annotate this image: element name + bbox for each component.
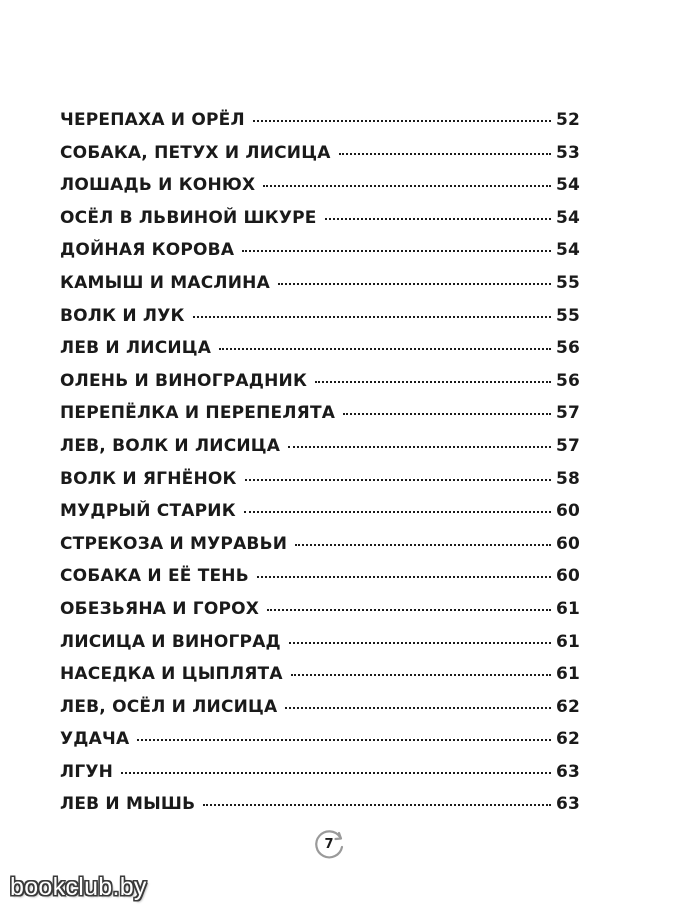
toc-entry <box>60 534 580 567</box>
dot-leader <box>267 609 551 611</box>
toc-entry <box>60 436 580 469</box>
toc-entry-page: 60 <box>555 566 580 587</box>
toc-entry-title: ВОЛК И ЯГНЁНОК <box>60 468 237 489</box>
dot-leader <box>203 804 551 806</box>
dot-leader <box>245 479 551 481</box>
toc-entry-title: ЛЕВ, ОСЁЛ И ЛИСИЦА <box>60 696 278 717</box>
toc-entry-page: 62 <box>555 696 580 717</box>
dot-leader <box>295 544 551 546</box>
toc-entry <box>60 762 580 795</box>
dot-leader <box>315 381 551 383</box>
toc-entry <box>60 664 580 697</box>
toc-entry <box>60 240 580 273</box>
toc-entry-page: 58 <box>555 468 580 489</box>
toc-entry-page: 56 <box>555 338 580 359</box>
toc-entry-title: НАСЕДКА И ЦЫПЛЯТА <box>60 664 283 685</box>
toc-entry <box>60 697 580 730</box>
toc-entry <box>60 273 580 306</box>
toc-entry-page: 55 <box>555 272 580 293</box>
toc-entry <box>60 501 580 534</box>
toc-entry-title: ЛИСИЦА И ВИНОГРАД <box>60 631 281 652</box>
toc-entry-page: 60 <box>555 501 580 522</box>
toc-entry-page: 54 <box>555 207 580 228</box>
toc-entry-page: 53 <box>555 142 580 163</box>
toc-entry-page: 63 <box>555 794 580 815</box>
toc-entry-page: 52 <box>555 110 580 130</box>
toc-entry-page: 60 <box>555 533 580 554</box>
dot-leader <box>339 153 551 155</box>
toc-entry <box>60 599 580 632</box>
dot-leader <box>193 316 551 318</box>
toc-entry-title: СОБАКА, ПЕТУХ И ЛИСИЦА <box>60 142 331 163</box>
dot-leader <box>291 674 551 676</box>
toc-entry-page: 55 <box>555 305 580 326</box>
dot-leader <box>242 250 551 252</box>
dot-leader <box>253 120 551 122</box>
toc-entry-title: ЛЕВ, ВОЛК И ЛИСИЦА <box>60 435 281 456</box>
watermark-text: bookclub.by <box>10 873 147 901</box>
toc-entry-title: ЛГУН <box>60 761 114 782</box>
toc-entry-page: 57 <box>555 435 580 456</box>
toc-entry-page: 54 <box>555 175 580 196</box>
toc-entry-title: ЛОШАДЬ И КОНЮХ <box>60 175 256 196</box>
toc-entry-page: 61 <box>555 631 580 652</box>
table-of-contents <box>60 110 580 827</box>
toc-entry-title: УДАЧА <box>60 729 130 750</box>
dot-leader <box>121 772 551 774</box>
toc-entry-title: СТРЕКОЗА И МУРАВЬИ <box>60 533 288 554</box>
dot-leader <box>257 576 551 578</box>
dot-leader <box>288 446 551 448</box>
toc-entry-page: 56 <box>555 370 580 391</box>
toc-entry-title: ВОЛК И ЛУК <box>60 305 185 326</box>
toc-entry-page: 62 <box>555 729 580 750</box>
page-number-badge <box>312 828 346 862</box>
toc-entry-title: СОБАКА И ЕЁ ТЕНЬ <box>60 566 249 587</box>
toc-entry-page: 57 <box>555 403 580 424</box>
toc-entry-page: 63 <box>555 761 580 782</box>
toc-entry <box>60 794 580 827</box>
toc-entry <box>60 306 580 339</box>
toc-entry <box>60 208 580 241</box>
toc-entry-title: ЛЕВ И ЛИСИЦА <box>60 338 212 359</box>
dot-leader <box>343 413 551 415</box>
toc-entry-title: ОБЕЗЬЯНА И ГОРОХ <box>60 598 260 619</box>
toc-entry-title: ДОЙНАЯ КОРОВА <box>60 240 235 261</box>
toc-entry <box>60 371 580 404</box>
page-number: 7 <box>324 837 334 852</box>
dot-leader <box>263 185 551 187</box>
toc-entry-title: ЛЕВ И МЫШЬ <box>60 794 196 815</box>
toc-entry <box>60 110 580 143</box>
toc-entry-page: 54 <box>555 240 580 261</box>
toc-entry-title: ЧЕРЕПАХА И ОРЁЛ <box>60 110 245 130</box>
toc-entry-title: ПЕРЕПЁЛКА И ПЕРЕПЕЛЯТА <box>60 403 336 424</box>
toc-entry <box>60 566 580 599</box>
dot-leader <box>244 511 551 513</box>
dot-leader <box>325 218 551 220</box>
dot-leader <box>289 642 551 644</box>
dot-leader <box>219 348 551 350</box>
toc-entry-title: КАМЫШ И МАСЛИНА <box>60 272 270 293</box>
toc-entry <box>60 729 580 762</box>
toc-entry <box>60 175 580 208</box>
toc-entry <box>60 338 580 371</box>
toc-entry-title: МУДРЫЙ СТАРИК <box>60 501 236 522</box>
toc-entry <box>60 469 580 502</box>
toc-entry <box>60 403 580 436</box>
toc-entry-title: ОСЁЛ В ЛЬВИНОЙ ШКУРЕ <box>60 207 317 228</box>
dot-leader <box>278 283 551 285</box>
toc-entry-page: 61 <box>555 664 580 685</box>
toc-entry <box>60 143 580 176</box>
dot-leader <box>285 707 551 709</box>
dot-leader <box>137 739 551 741</box>
toc-entry-page: 61 <box>555 598 580 619</box>
toc-entry-title: ОЛЕНЬ И ВИНОГРАДНИК <box>60 370 308 391</box>
toc-entry <box>60 632 580 665</box>
